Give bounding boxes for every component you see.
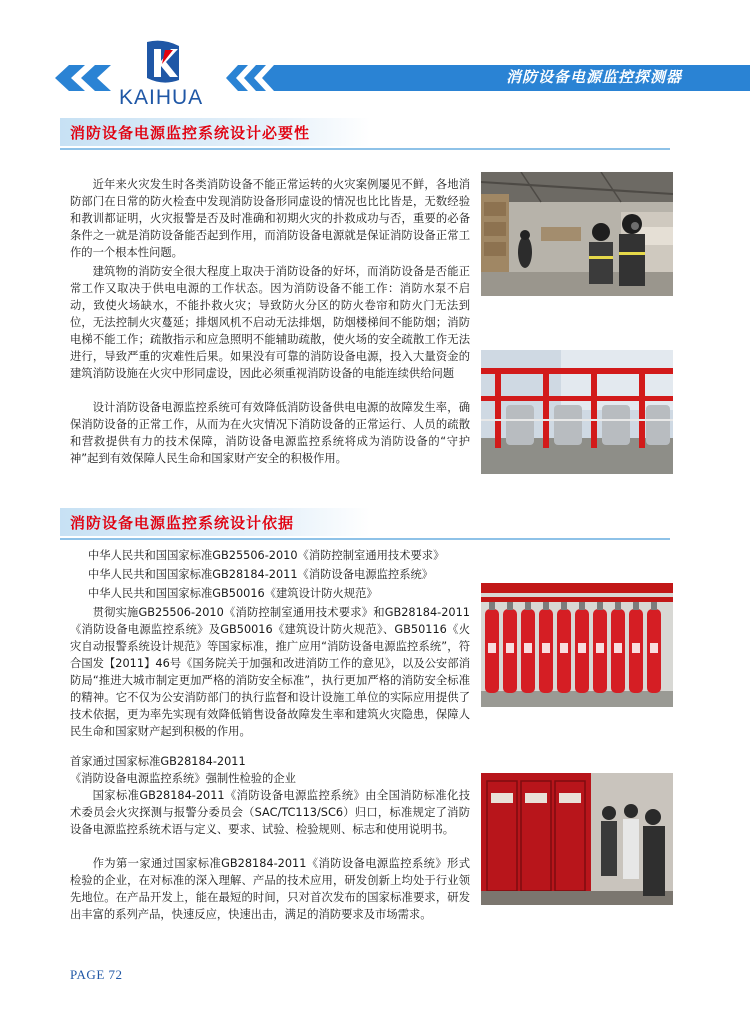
- control-cabinets-photo: [481, 773, 673, 905]
- section-title: 消防设备电源监控系统设计依据: [70, 514, 295, 532]
- standard-item: 中华人民共和国国家标准GB28184-2011《消防设备电源监控系统》: [88, 568, 434, 581]
- certification-line: 《消防设备电源监控系统》强制性检验的企业: [70, 772, 296, 785]
- kaihua-logo-icon: [143, 40, 183, 84]
- header-title: 消防设备电源监控探测器: [505, 68, 682, 86]
- paragraph: 贯彻实施GB25506-2010《消防控制室通用技术要求》和GB28184-2011《消防设备电源监控系统》及GB50016《建筑设计防火规范》、GB50116《火灾自动报警系统设计规范》等国家标准，推广应用“消防设备电源监控系统”，符合国发【2011】46号《国务院关于加强和改进消防工作的意见》，以及公安部消防局“推进大城市制定更加严格的消防安全标准”，执行更加严格的消防安全标准的精神。它不仅为公安消防部门的执行监督和设计设施工单位的实际应用提供了技术依据，更为率先实现有效降低销售设备故障发生率和建筑火灾隐患，保障人民生命和国家财产起到积极的作用。: [70, 606, 470, 738]
- paragraph: 设计消防设备电源监控系统可有效降低消防设备供电电源的故障发生率，确保消防设备的正常工作，从而为在火灾情况下消防设备的正常运行、人员的疏散和营救提供有力的技术保障，消防设备电源监控系统将成为消防设备的“守护神”起到有效保障人民生命和国家财产安全的积极作用。: [70, 401, 470, 465]
- section-title: 消防设备电源监控系统设计必要性: [70, 124, 311, 142]
- page-header: [0, 0, 750, 110]
- page-number: PAGE 72: [70, 967, 123, 982]
- standard-item: 中华人民共和国国家标准GB50016《建筑设计防火规范》: [88, 587, 378, 600]
- paragraph: 建筑物的消防安全很大程度上取决于消防设备的好坏，而消防设备是否能正常工作又取决于供电电源的工作状态。因为消防设备不能工作：消防水泵不启动，致使火场缺水，不能扑救火灾；导致防火分区的防火卷帘和防火门无法到位，无法控制火灾蔓延；排烟风机不启动无法排烟，防烟楼梯间不能防烟；消防电梯不能工作；疏散指示和应急照明不能辅助疏散，使火场的安全疏散工作无法进行，导致严重的灾难性后果。如果没有可靠的消防设备电源，投入大量资金的建筑消防设施在火灾中形同虚设，因此必须重视消防设备的电能连续供给问题: [70, 265, 470, 380]
- pump-room-photo: [481, 350, 673, 474]
- brand-name: KAIHUA: [119, 86, 204, 109]
- co2-cylinders-photo: [481, 583, 673, 707]
- paragraph: 近年来火灾发生时各类消防设备不能正常运转的火灾案例屡见不鲜，各地消防部门在日常的防火检查中发现消防设备形同虚设的情况也比比皆是，无数经验和教训都证明，火灾报警是否及时准确和初期火灾的扑救成功与否，重要的必备条件之一就是消防设备能否起到作用，而消防设备电源就是保证消防设备正常工作的一个根本性问题。: [70, 178, 470, 259]
- firefighters-photo: [481, 172, 673, 296]
- paragraph: 国家标准GB28184-2011《消防设备电源监控系统》由全国消防标准化技术委员会火灾探测与报警分委员会（SAC/TC113/SC6）归口，标准规定了消防设备电源监控系统术语与定义、要求、试验、检验规则、标志和使用说明书。: [70, 789, 470, 836]
- chevron-decoration-icon: [55, 65, 113, 91]
- certification-line: 首家通过国家标准GB28184-2011: [70, 755, 246, 768]
- section-heading-basis: [60, 508, 750, 538]
- standard-item: 中华人民共和国国家标准GB25506-2010《消防控制室通用技术要求》: [88, 549, 445, 562]
- section-heading-necessity: [60, 118, 750, 148]
- paragraph: 作为第一家通过国家标准GB28184-2011《消防设备电源监控系统》形式检验的企业，在对标准的深入理解、产品的技术应用，研发创新上均处于行业领先地位。在产品开发上，能在最短的时间，只对首次发布的国家标准要求，研发出丰富的系列产品，快速反应，快速出击，满足的消防要求及市场需求。: [70, 857, 470, 921]
